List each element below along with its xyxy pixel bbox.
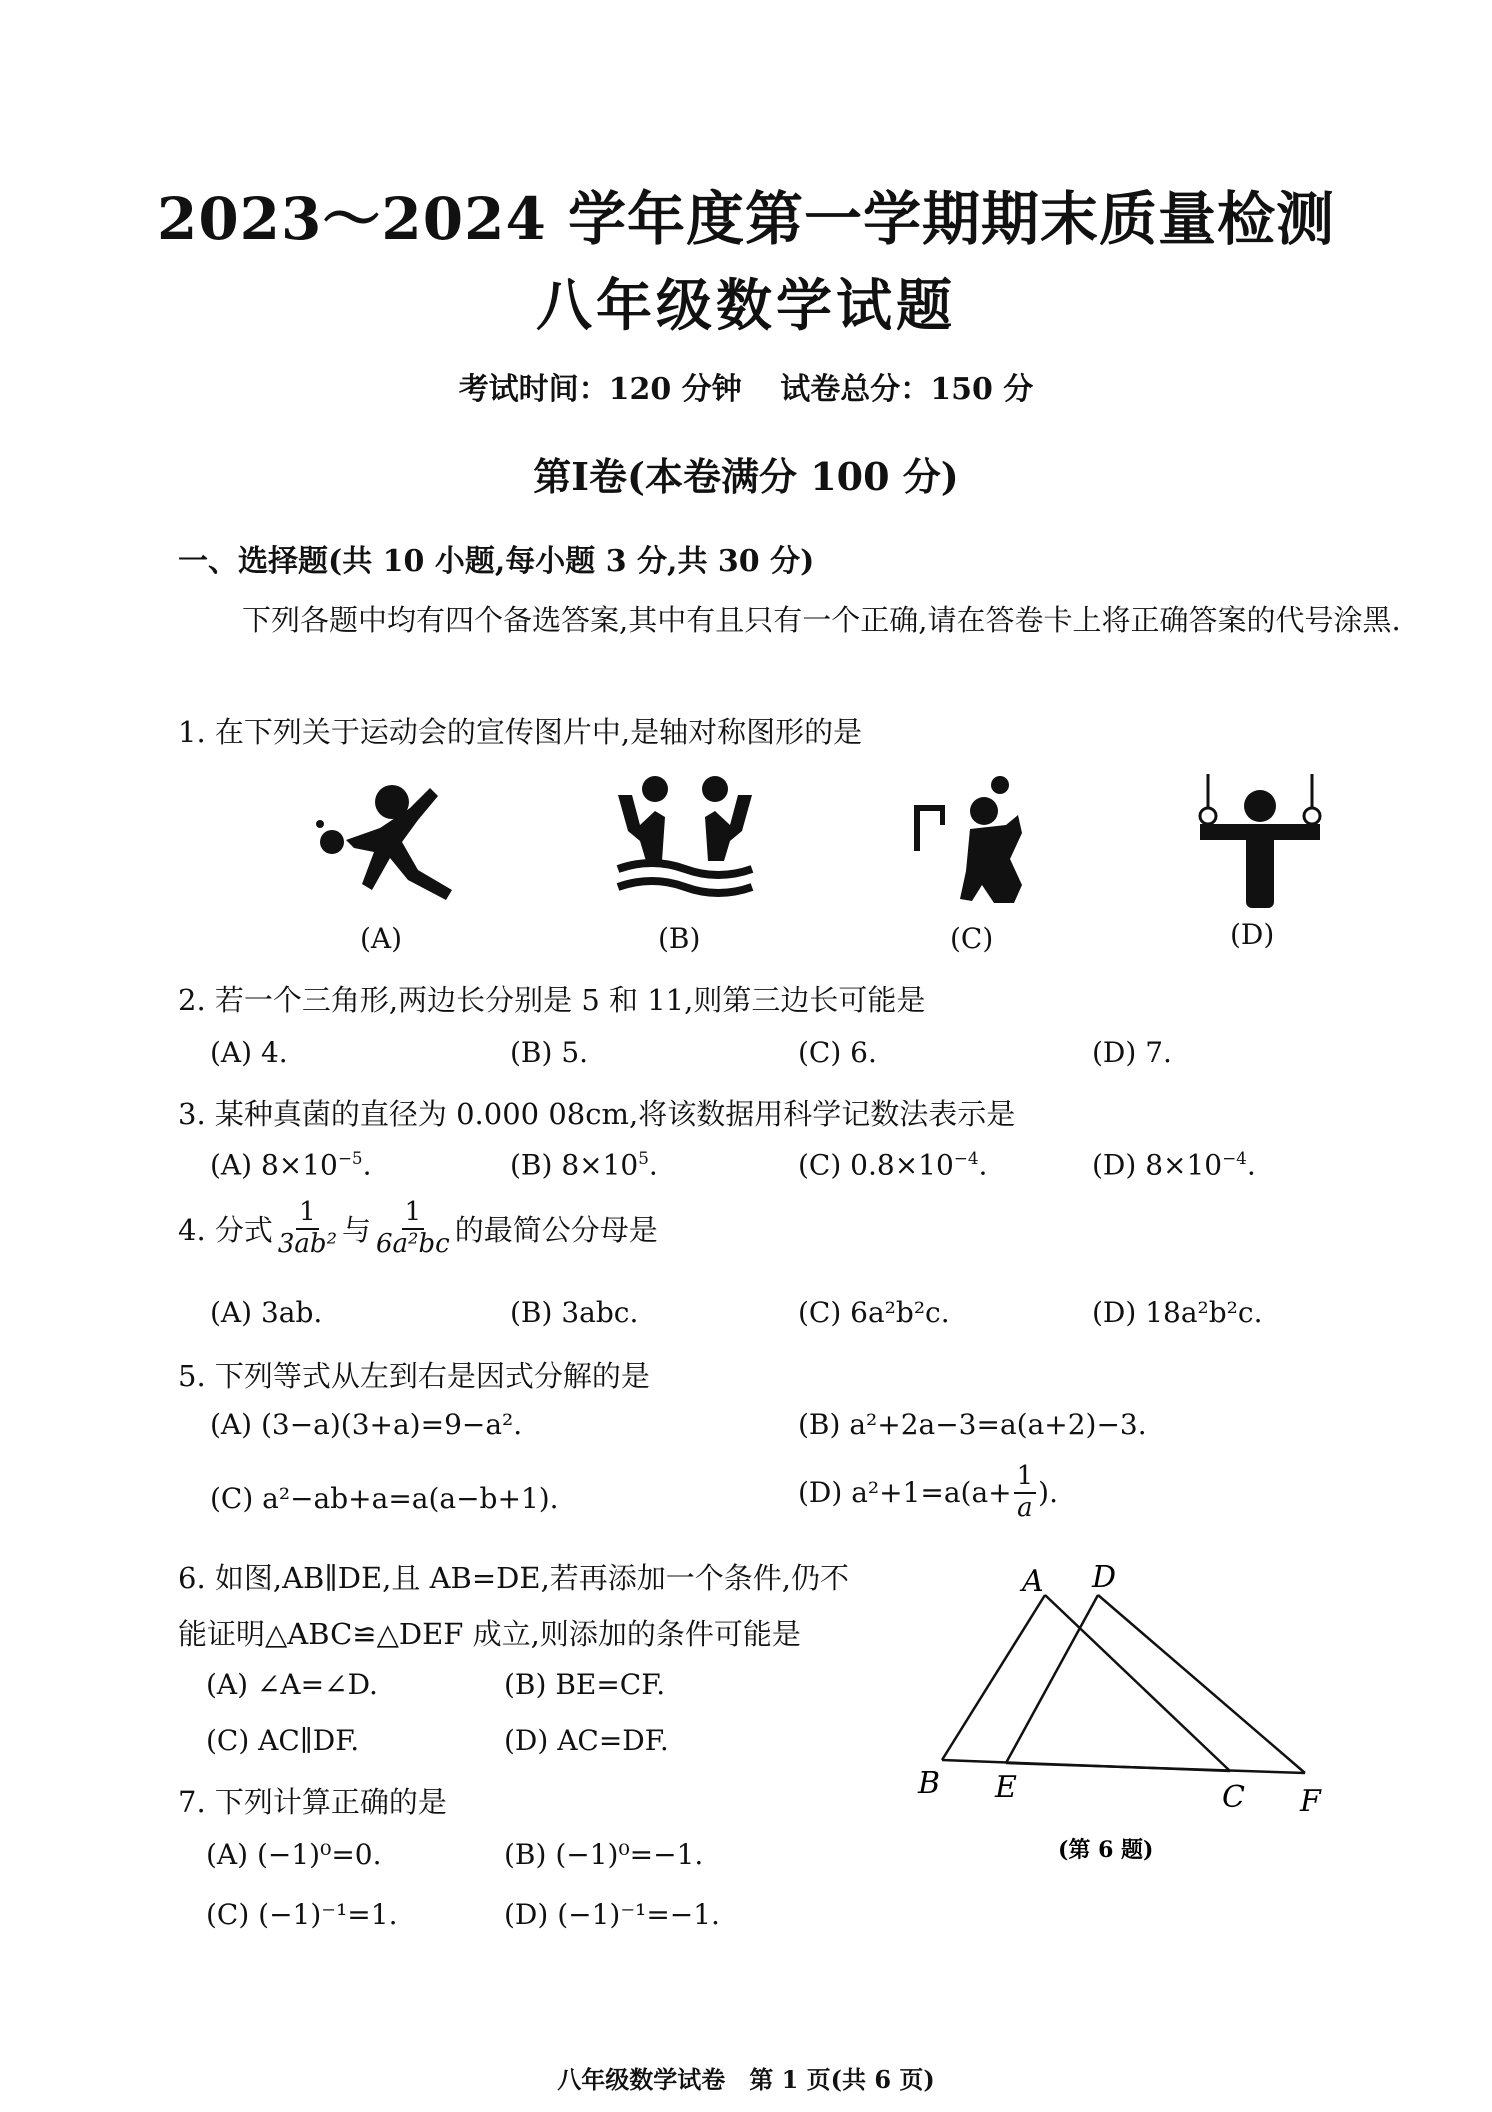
figure-caption: (第 6 题) xyxy=(1058,1837,1154,1863)
q3-option-d: (D) $8\times 10^{-4}$. xyxy=(1092,1148,1256,1182)
swimmers-icon xyxy=(610,775,760,905)
q7-stem: 7. 下列计算正确的是 xyxy=(178,1785,447,1819)
q6-option-c: (C) AC∥DF. xyxy=(206,1724,360,1757)
q6-option-a: (A) ∠A=∠D. xyxy=(206,1668,378,1701)
q5-option-a: (A) (3−a)(3+a)=9−a². xyxy=(210,1408,523,1441)
q2-option-d: (D) 7. xyxy=(1092,1036,1172,1069)
q7-option-d: (D) (−1)⁻¹=−1. xyxy=(504,1898,720,1931)
q4-fraction-1: $\frac{1}{\text{3ab²}}$ xyxy=(277,1197,337,1259)
exam-subtitle: 八年级数学试题 xyxy=(536,273,956,339)
basketball-player-icon xyxy=(910,775,1040,905)
exam-time: 考试时间：120 分钟 xyxy=(458,372,742,407)
total-score: 试卷总分：150 分 xyxy=(780,372,1034,407)
section-instruction: 下列各题中均有四个备选答案,其中有且只有一个正确,请在答卷卡上将正确答案的代号涂黑. xyxy=(242,603,1401,637)
gymnast-rings-icon xyxy=(1190,772,1330,912)
q1-label-b: (B) xyxy=(658,922,701,955)
q5-option-c: (C) a²−ab+a=a(a−b+1). xyxy=(210,1482,559,1515)
q5-fraction: $\frac{1}{a}$ xyxy=(1014,1462,1037,1524)
q2-stem: 2. 若一个三角形,两边长分别是 5 和 11,则第三边长可能是 xyxy=(178,983,926,1017)
q6-option-b: (B) BE=CF. xyxy=(504,1668,666,1701)
q6-figure xyxy=(900,1555,1340,1879)
table-tennis-player-icon xyxy=(310,770,480,900)
q3-option-c: (C) $0.8\times 10^{-4}$. xyxy=(798,1148,988,1182)
q4-option-a: (A) 3ab. xyxy=(210,1296,323,1329)
q7-option-b: (B) (−1)⁰=−1. xyxy=(504,1838,704,1871)
page-footer: 八年级数学试卷 第 1 页(共 6 页) xyxy=(557,2065,935,2094)
q2-option-c: (C) 6. xyxy=(798,1036,877,1069)
point-d-label: D xyxy=(1092,1560,1117,1595)
q6-stem-line1: 6. 如图,AB∥DE,且 AB=DE,若再添加一个条件,仍不 xyxy=(178,1561,850,1595)
q1-stem: 1. 在下列关于运动会的宣传图片中,是轴对称图形的是 xyxy=(178,715,863,749)
point-e-label: E xyxy=(995,1770,1017,1805)
point-a-label: A xyxy=(1022,1564,1044,1599)
point-f-label: F xyxy=(1300,1784,1321,1819)
q5-option-b: (B) a²+2a−3=a(a+2)−3. xyxy=(798,1408,1147,1441)
q4-stem: 4. 分式 $\frac{1}{\text{3ab²}}$ 与 $\frac{1}{\text{6a²bc}}$ 的最简公分母是 xyxy=(178,1197,658,1259)
triangle-figure xyxy=(900,1555,1340,1875)
section-title: 一、选择题(共 10 小题,每小题 3 分,共 30 分) xyxy=(178,544,815,579)
q5-option-d: (D) a²+1=a(a+ $\frac{1}{a}$ ). xyxy=(798,1461,1058,1523)
q4-option-c: (C) 6a²b²c. xyxy=(798,1296,950,1329)
exam-title: 2023～2024 学年度第一学期期末质量检测 xyxy=(156,185,1336,253)
q1-label-a: (A) xyxy=(360,922,403,955)
point-b-label: B xyxy=(918,1766,941,1801)
q2-option-b: (B) 5. xyxy=(510,1036,589,1069)
q7-option-a: (A) (−1)⁰=0. xyxy=(206,1838,382,1871)
q4-option-d: (D) 18a²b²c. xyxy=(1092,1296,1263,1329)
q4-fraction-2: $\frac{1}{\text{6a²bc}}$ xyxy=(376,1197,450,1259)
q2-option-a: (A) 4. xyxy=(210,1036,288,1069)
q5-stem: 5. 下列等式从左到右是因式分解的是 xyxy=(178,1359,650,1393)
q3-option-b: (B) $8\times 10^5$. xyxy=(510,1148,658,1182)
point-c-label: C xyxy=(1222,1780,1245,1815)
exam-info xyxy=(0,364,1492,408)
q7-option-c: (C) (−1)⁻¹=1. xyxy=(206,1898,398,1931)
q1-label-d: (D) xyxy=(1230,918,1275,951)
q1-figure-d xyxy=(1190,772,1330,916)
q1-figure-c xyxy=(910,775,1040,909)
q1-figure-b xyxy=(610,775,760,909)
q6-option-d: (D) AC=DF. xyxy=(504,1724,669,1757)
q4-option-b: (B) 3abc. xyxy=(510,1296,639,1329)
q3-option-a: (A) $8\times 10^{-5}$. xyxy=(210,1148,372,1182)
q3-stem: 3. 某种真菌的直径为 0.000 08cm,将该数据用科学记数法表示是 xyxy=(178,1097,1016,1131)
q6-stem-line2: 能证明△ABC≌△DEF 成立,则添加的条件可能是 xyxy=(178,1617,801,1651)
q1-label-c: (C) xyxy=(950,922,994,955)
q1-figure-a xyxy=(310,770,480,904)
part-title: 第Ⅰ卷(本卷满分 100 分) xyxy=(533,454,959,499)
